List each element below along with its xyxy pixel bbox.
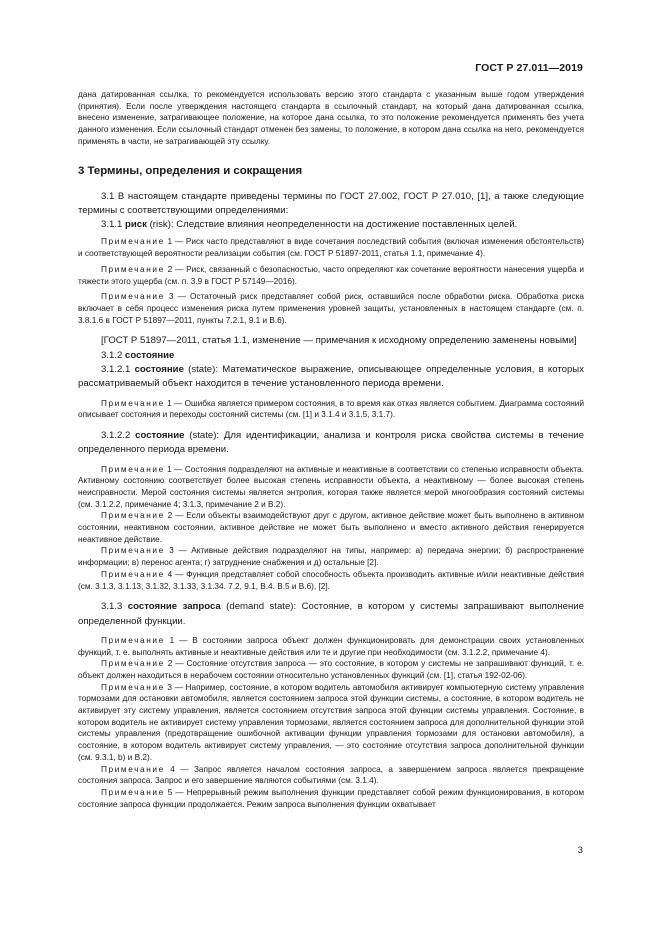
term-name: состояние [134, 363, 184, 375]
note-text: Риск, связанный с безопасностью, часто определяют как сочетание вероятности нанесения ущерба и тяжести этого ущерба (см. п. 3.9 в ГОСТ Р 57149—2016). [78, 264, 584, 286]
note-text: Запрос является началом состояния запроса, а завершением запроса является прекращение состояния запроса. Запрос и его завершение являются событиями (см. 3.1.4). [78, 764, 584, 786]
note-text: Непрерывный режим выполнения функции представляет собой режим функционирования, в котором состояние запроса функции продолжается. Режим запроса выполнения функции охватывает [78, 787, 585, 809]
note-text: Если объекты взаимодействуют друг с другом, активное действие может быть выполнено в активном состоянии, неактивном состоянии, активное действие не может быть выполнено и вместо активного действия генерируется неактивное действие. [78, 511, 584, 544]
note-label: Примечание [101, 511, 165, 521]
term-3-1-2-2 [78, 429, 584, 458]
note-text: Ошибка является примером состояния, в то время как отказ является событием. Диаграмма состояний описывает состояния и переходы состояний системы (см. [1] и 3.1.4 и 3.1.5, 3.1.7). [78, 398, 584, 420]
note-text: Риск часто представляют в виде сочетания последствий события (включая изменения обстоятельств) и соответствующей вероятности реализации события (см. ГОСТ Р 51897-2011, статья 1.1, примечание 4). [78, 237, 584, 259]
term-3-1-2 [78, 349, 584, 363]
note-3-1-3-5: Примечание 5 — Непрерывный режим выполнения функции представляет собой режим функционирования, в котором состояние запроса функции продолжается. Режим запроса выполнения функции охватывает [78, 787, 585, 809]
term-definition: (risk): Следствие влияния неопределенности на достижение поставленных целей. [146, 219, 518, 231]
page-content [78, 89, 584, 810]
note-label: Примечание [101, 398, 165, 408]
note-3-1-3-1: Примечание 1 — В состоянии запроса объект должен функционировать для демонстрации своих установленных функций, т. е. выполнять активные и неактивные действия или те и другие при необходимости (см. 3.1.2.2, примечание 4). [78, 635, 584, 657]
term-number: 3.1.2.2 [101, 429, 131, 441]
document-id-header: ГОСТ Р 27.011—2019 [475, 62, 583, 74]
note-text: Функция представляет собой способность объекта производить активные и/или неактивные действия (см. 3.1.3, 3.1.13, 3.1.32, 3.1.33, 3.1.34. 7.2, 9.1, В.4. В.5 и В.6), [2]. [78, 569, 585, 591]
term-definition: (state): Для идентификации, анализа и контроля риска свойства системы в течение определенного периода времени. [78, 429, 584, 456]
note-3-1-1-3: Примечание 3 — Остаточный риск представляет собой риск, оставшийся после обработки риска. Обработка риска включает в себя процесс изменения риска путем применения уровней защиты, установленных в настоящем стандарте (см. п. 3.8.1.6 в ГОСТ Р 51897—2011, пункты 7.2.1, 9.1 и В.6). [78, 292, 584, 325]
note-3-1-2-2-4: Примечание 4 — Функция представляет собой способность объекта производить активные и/или неактивные действия (см. 3.1.3, 3.1.13, 3.1.32, 3.1.33, 3.1.34. 7.2, 9.1, В.4. В.5 и В.6), [2]. [78, 569, 585, 591]
note-text: Состояние отсутствия запроса — это состояние, в котором у системы не запрашивают функций, т. е. объект должен находиться в нерабочем состоянии относительно установленных функций (см. [1], статья 192-02-06). [78, 659, 584, 680]
section-heading: 3 Термины, определения и сокращения [78, 164, 303, 177]
note-label: Примечание [101, 464, 165, 474]
term-number: 3.1.2.1 [101, 363, 131, 375]
note-label: Примечание [101, 546, 165, 556]
term-name: риск [125, 219, 147, 231]
note-text: Состояния подразделяют на активные и неактивные в соответствии со степенью исправности объекта. Активному состоянию соответствует более высокая степень исправности объекта, а неактивному — более высокая степень неисправности. Мерой состояния системы является энтропия, которая также является мерой многообразия состояний системы (см. 3.1.2.2, примечание 4; 3.1.3, примечание 2 и В.2). [78, 464, 584, 509]
note-3-1-2-2-2: Примечание 2 — Если объекты взаимодействуют друг с другом, активное действие может быть выполнено в активном состоянии, неактивном состоянии, активное действие не может быть выполнено и вместо активного действия генерируется неактивное действие. [78, 511, 584, 544]
note-text: Например, состояние, в котором водитель автомобиля активирует компьютерную систему управления тормозами для остановки автомобиля, является состоянием запроса этой функции системы, а состояние, в котором водитель не активирует эту систему управления, является состоянием отсутствия запроса этой функции системы управления. Состояние, в котором водитель не активирует систему управления тормозами, является состоянием запроса для дополнительной функции этой системы управления (предотвращение ошибочной активации функции управления тормозами для остановки автомобиля), а состояние, в котором водитель активирует систему управления, — это состояние отсутствия запроса дополнительной функции (см. 9.3.1, b) и В.2). [78, 682, 584, 762]
note-label: Примечание [101, 764, 165, 774]
term-name: состояние [135, 429, 185, 441]
term-number: 3.1.2 [101, 349, 123, 361]
note-3-1-2-2-3: Примечание 3 — Активные действия подразделяют на типы, например: а) передача энергии; б) распространение информации; в) перенос агента; г) затруднение снабжения и д) остальные [2]. [78, 546, 584, 568]
term-definition: (state): Математическое выражение, описывающее определенные условия, в которых рассматриваемый объект находится в течение установленного периода времени. [78, 363, 585, 390]
term-number: 3.1.3 [101, 601, 123, 613]
note-3-1-3-3: Примечание 3 — Например, состояние, в котором водитель автомобиля активирует компьютерную систему управления тормозами для остановки автомобиля, является состоянием запроса этой функции системы, а состояние, в котором водитель не активирует эту систему управления, является состоянием отсутствия запроса этой функции системы управления. Состояние, в котором водитель не активирует систему управления тормозами, является состоянием запроса для дополнительной функции этой системы управления (предотвращение ошибочной активации функции управления тормозами для остановки автомобиля), а состояние, в котором водитель активирует систему управления, — это состояние отсутствия запроса дополнительной функции (см. 9.3.1, b) и В.2). [78, 682, 584, 762]
note-text: Остаточный риск представляет собой риск, оставшийся после обработки риска. Обработка риска включает в себя процесс изменения риска путем применения уровней защиты, установленных в настоящем стандарте (см. п. 3.8.1.6 в ГОСТ Р 51897—2011, пункты 7.2.1, 9.1 и В.6). [78, 292, 584, 325]
term-number: 3.1.1 [101, 219, 123, 231]
note-text: В состоянии запроса объект должен функционировать для демонстрации своих установленных функций, т. е. выполнять активные и неактивные действия или те и другие при необходимости (см. 3.1.2.2, примечание 4). [78, 635, 584, 657]
intro-paragraph: дана датированная ссылка, то рекомендуется использовать версию этого стандарта с указанным выше годом утверждения (принятия). Если после утверждения настоящего стандарта в ссылочный стандарт, на который дана датированная ссылка, внесено изменение, затрагивающее положение, на которое дана ссылка, то это положение рекомендуется применять без учета данного изменения. Если ссылочный стандарт отменен без замены, то положение, в котором дана ссылка на него, рекомендуется применять в части, не затрагивающей эту ссылку. [78, 90, 584, 146]
note-3-1-1-2: Примечание 2 — Риск, связанный с безопасностью, часто определяют как сочетание вероятности нанесения ущерба и тяжести этого ущерба (см. п. 3.9 в ГОСТ Р 57149—2016). [78, 264, 584, 286]
term-name: состояние запроса [127, 601, 221, 613]
note-3-1-2-2-1: Примечание 1 — Состояния подразделяют на активные и неактивные в соответствии со степенью исправности объекта. Активному состоянию соответствует более высокая степень исправности объекта, а неактивному — более высокая степень неисправности. Мерой состояния системы является энтропия, которая также является мерой многообразия состояний системы (см. 3.1.2.2, примечание 4; 3.1.3, примечание 2 и В.2). [78, 464, 584, 509]
note-label: Примечание [101, 635, 165, 645]
source-reference: [ГОСТ Р 51897—2011, статья 1.1, изменение — примечания к исходному определению заменены новыми] [101, 335, 577, 347]
note-3-1-3-2: Примечание 2 — Состояние отсутствия запроса — это состояние, в котором у системы не запрашивают функций, т. е. объект должен находиться в нерабочем состоянии относительно установленных функций (см. [1], статья 192-02-06). [78, 659, 584, 680]
term-3-1-1 [78, 218, 584, 232]
note-3-1-2-1-1: Примечание 1 — Ошибка является примером состояния, в то время как отказ является событием. Диаграмма состояний описывает состояния и переходы состояний системы (см. [1] и 3.1.4 и 3.1.5, 3.1.7). [78, 398, 584, 420]
term-definition: (demand state): Состояние, в котором у системы запрашивают выполнение определенной функции. [78, 601, 584, 627]
paragraph-3-1: 3.1 В настоящем стандарте приведены термины по ГОСТ 27.002, ГОСТ Р 27.010, [1], а также следующие термины с соответствующими определениями: [78, 190, 584, 216]
note-label: Примечание [101, 264, 165, 274]
term-3-1-2-1 [78, 363, 584, 392]
note-3-1-3-4: Примечание 4 — Запрос является началом состояния запроса, а завершением запроса является прекращение состояния запроса. Запрос и его завершение являются событиями (см. 3.1.4). [78, 764, 584, 786]
note-3-1-1-1: Примечание 1 — Риск часто представляют в виде сочетания последствий события (включая изменения обстоятельств) и соответствующей вероятности реализации события (см. ГОСТ Р 51897-2011, статья 1.1, примечание 4). [78, 237, 584, 259]
note-label: Примечание [101, 237, 165, 247]
note-label: Примечание [101, 569, 165, 579]
note-text: Активные действия подразделяют на типы, например: а) передача энергии; б) распространение информации; в) перенос агента; г) затруднение снабжения и д) остальные [2]. [78, 546, 584, 568]
term-3-1-3 [78, 600, 584, 629]
note-label: Примечание [101, 682, 165, 692]
term-name: состояние [125, 349, 175, 361]
page-number: 3 [577, 845, 583, 856]
note-label: Примечание [101, 292, 165, 302]
note-label: Примечание [101, 787, 165, 797]
note-label: Примечание [101, 659, 165, 669]
